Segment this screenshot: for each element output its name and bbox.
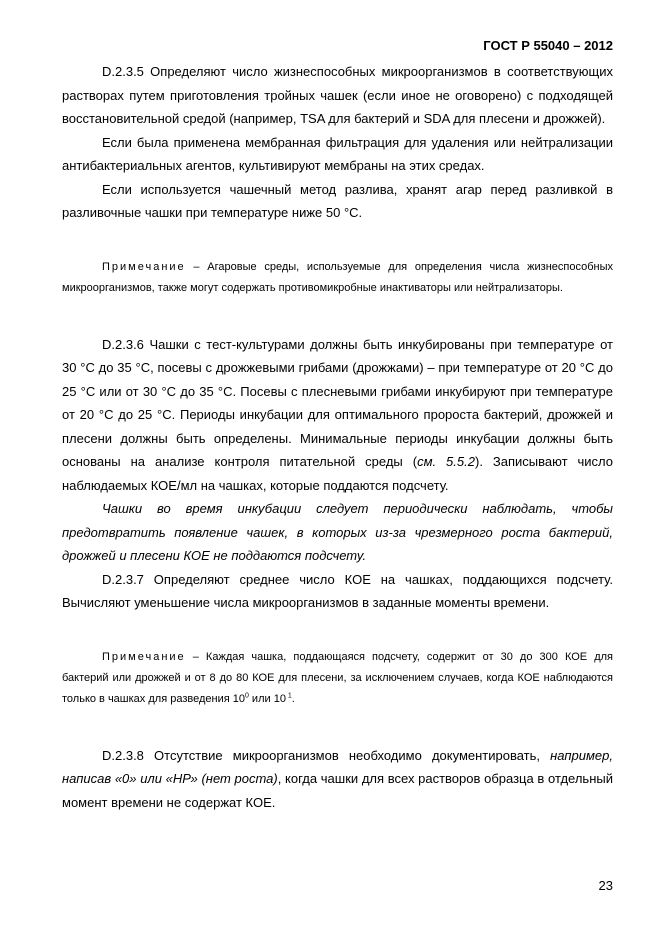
paragraph-d236-tail: ). Записывают число наблюдаемых КОЕ/мл на чашках, которые поддаются подсчету. [62, 454, 614, 493]
note-agar-media [62, 257, 613, 299]
note-text: – Каждая чашка, поддающаяся подсчету, содержит от 30 до 300 КОЕ для бактерий или дрожжей и от 8 до 80 КОЕ для плесени, за исключением случаев, когда КОЕ наблюдаются только в чашках для разведения 10 [62, 650, 613, 705]
document-body [62, 60, 613, 814]
note-text-end: . [291, 692, 295, 705]
paragraph-d237: D.2.3.7 Определяют среднее число КОЕ на чашках, поддающихся подсчету. Вычисляют уменьшение числа микроорганизмов в заданные моменты времени. [62, 571, 613, 610]
paragraph-d238-text: D.2.3.8 Отсутствие микроорганизмов необходимо документировать, [102, 747, 551, 763]
note-label: Примечание [102, 260, 186, 273]
paragraph-d236 [62, 333, 613, 498]
section-reference: см. 5.5.2 [417, 454, 475, 469]
paragraph-d235: D.2.3.5 Определяют число жизнеспособных микроорганизмов в соответствующих растворах путем приготовления тройных чашек (если иное не оговорено) с подходящей восстановительной средой (например, TSA для бактерий и SDA для плесени и дрожжей). [62, 64, 613, 126]
note-label: Примечание [102, 650, 186, 663]
exponent: 0 [244, 691, 249, 699]
paragraph-d238 [62, 744, 613, 815]
standard-header: ГОСТ Р 55040 – 2012 [483, 38, 613, 53]
exponent: 1 [285, 691, 292, 699]
paragraph-d238-example: например, написав «0» или «НР» (нет роста) [62, 747, 613, 786]
note-text: – Агаровые среды, используемые для определения числа жизнеспособных микроорганизмов, также могут содержать противомикробные инактиваторы или нейтрализаторы. [62, 260, 613, 294]
paragraph-d236-text: D.2.3.6 Чашки с тест-культурами должны быть инкубированы при температуре от 30 °С до 35 °С, посевы с дрожжевыми грибами (дрожжами) – при температуре от 20 °С до 25 °С или от 30 °С до 35 °С. Посевы с плесневыми грибами инкубируют при температуре от 20 °С до 25 °С. Периоды инкубации для оптимального пророста бактерий, дрожжей и плесени должны быть определены. Минимальные периоды инкубации должны быть основаны на анализе контроля питательной среды ( [62, 336, 613, 469]
paragraph-agar-storage: Если используется чашечный метод разлива, хранят агар перед разливкой в разливочные чашки при температуре ниже 50 °С. [62, 181, 613, 220]
note-countable-plates [62, 647, 613, 710]
paragraph-incubation-observation: Чашки во время инкубации следует периодически наблюдать, чтобы предотвратить появление чашек, в которых из-за чрезмерного роста бактерий, дрожжей и плесени КОЕ не поддаются подсчету. [62, 501, 613, 563]
note-text-mid: или 10 [248, 692, 286, 705]
page-number: 23 [598, 878, 613, 893]
paragraph-membrane: Если была применена мембранная фильтрация для удаления или нейтрализации антибактериальных агентов, культивируют мембраны на этих средах. [62, 134, 613, 173]
paragraph-d238-tail: , когда чашки для всех растворов образца в отдельный момент времени не содержат КОЕ. [62, 771, 613, 810]
